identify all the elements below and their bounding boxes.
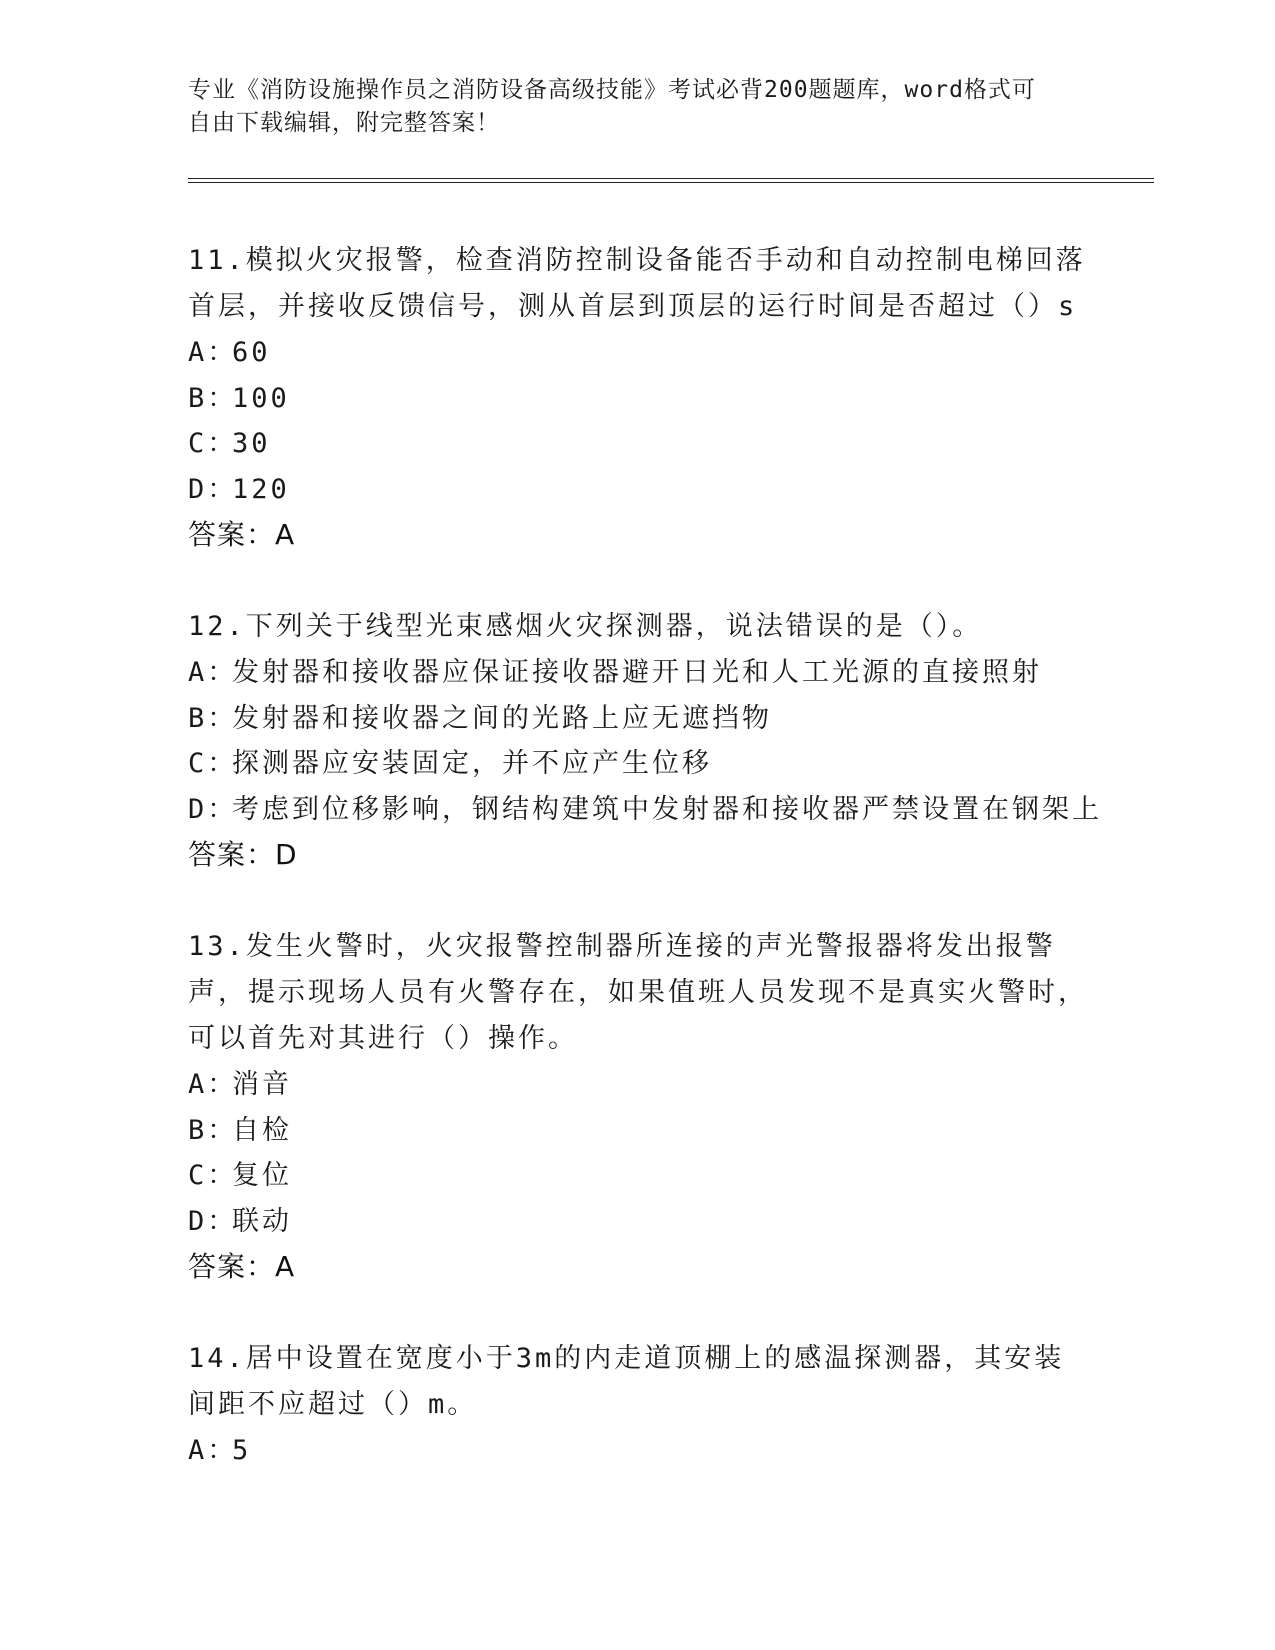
option-key: A： (188, 1069, 238, 1100)
option-text: 发射器和接收器应保证接收器避开日光和人工光源的直接照射 (232, 657, 1042, 688)
option-b (188, 376, 1088, 422)
option-c (188, 1153, 1088, 1199)
option-text: 30 (232, 428, 271, 459)
option-text: 消音 (232, 1069, 292, 1100)
option-text: 自检 (232, 1114, 292, 1146)
option-key: C： (188, 748, 238, 779)
option-b (188, 1108, 1088, 1154)
document-header (188, 74, 1088, 140)
option-c (188, 421, 1088, 467)
option-key: A： (188, 337, 238, 368)
option-a (188, 1062, 1088, 1108)
option-key: B： (188, 1114, 238, 1146)
question-11 (188, 238, 1088, 558)
option-text: 发射器和接收器之间的光路上应无遮挡物 (232, 702, 772, 734)
header-divider-bottom (188, 182, 1154, 183)
option-text: 考虑到位移影响，钢结构建筑中发射器和接收器严禁设置在钢架上 (232, 793, 1102, 825)
option-key: B： (188, 702, 238, 734)
question-list (188, 238, 1102, 1520)
option-text: 探测器应安装固定，并不应产生位移 (232, 748, 712, 779)
option-text: 120 (232, 473, 290, 505)
option-text: 100 (232, 382, 290, 414)
option-text: 5 (232, 1435, 252, 1466)
question-13 (188, 924, 1088, 1290)
header-line-1: 专业《消防设施操作员之消防设备高级技能》考试必背200题题库，word格式可 (188, 77, 1036, 103)
answer: 答案：A (188, 1250, 296, 1283)
question-12 (188, 604, 1102, 878)
question-stem: 13.发生火警时，火灾报警控制器所连接的声光警报器将发出报警声，提示现场人员有火警存在，如果值班人员发现不是真实火警时，可以首先对其进行（）操作。 (188, 931, 1088, 1054)
option-key: A： (188, 657, 238, 688)
option-c (188, 741, 1088, 787)
answer: 答案：A (188, 518, 296, 551)
option-d (188, 787, 1102, 833)
question-stem: 14.居中设置在宽度小于3m的内走道顶棚上的感温探测器，其安装间距不应超过（）m。 (188, 1343, 1065, 1420)
option-key: C： (188, 1160, 238, 1191)
question-stem: 12.下列关于线型光束感烟火灾探测器，说法错误的是（）。 (188, 611, 983, 642)
option-key: B： (188, 382, 238, 414)
option-d (188, 1199, 1088, 1245)
answer: 答案：D (188, 838, 298, 871)
option-text: 60 (232, 337, 271, 368)
header-line-2: 自由下载编辑，附完整答案！ (188, 110, 500, 136)
question-14 (188, 1336, 1088, 1474)
header-divider-top (188, 178, 1154, 179)
option-a (188, 1428, 1088, 1474)
option-text: 复位 (232, 1160, 292, 1191)
option-key: C： (188, 428, 238, 459)
option-key: D： (188, 1205, 238, 1237)
option-b (188, 696, 1088, 742)
option-text: 联动 (232, 1205, 292, 1237)
option-key: A： (188, 1435, 238, 1466)
option-a (188, 330, 1088, 376)
option-key: D： (188, 793, 238, 825)
question-stem: 11.模拟火灾报警，检查消防控制设备能否手动和自动控制电梯回落首层，并接收反馈信号，测从首层到顶层的运行时间是否超过（）s (188, 245, 1086, 322)
option-key: D： (188, 473, 238, 505)
option-a (188, 650, 1088, 696)
option-d (188, 467, 1088, 513)
